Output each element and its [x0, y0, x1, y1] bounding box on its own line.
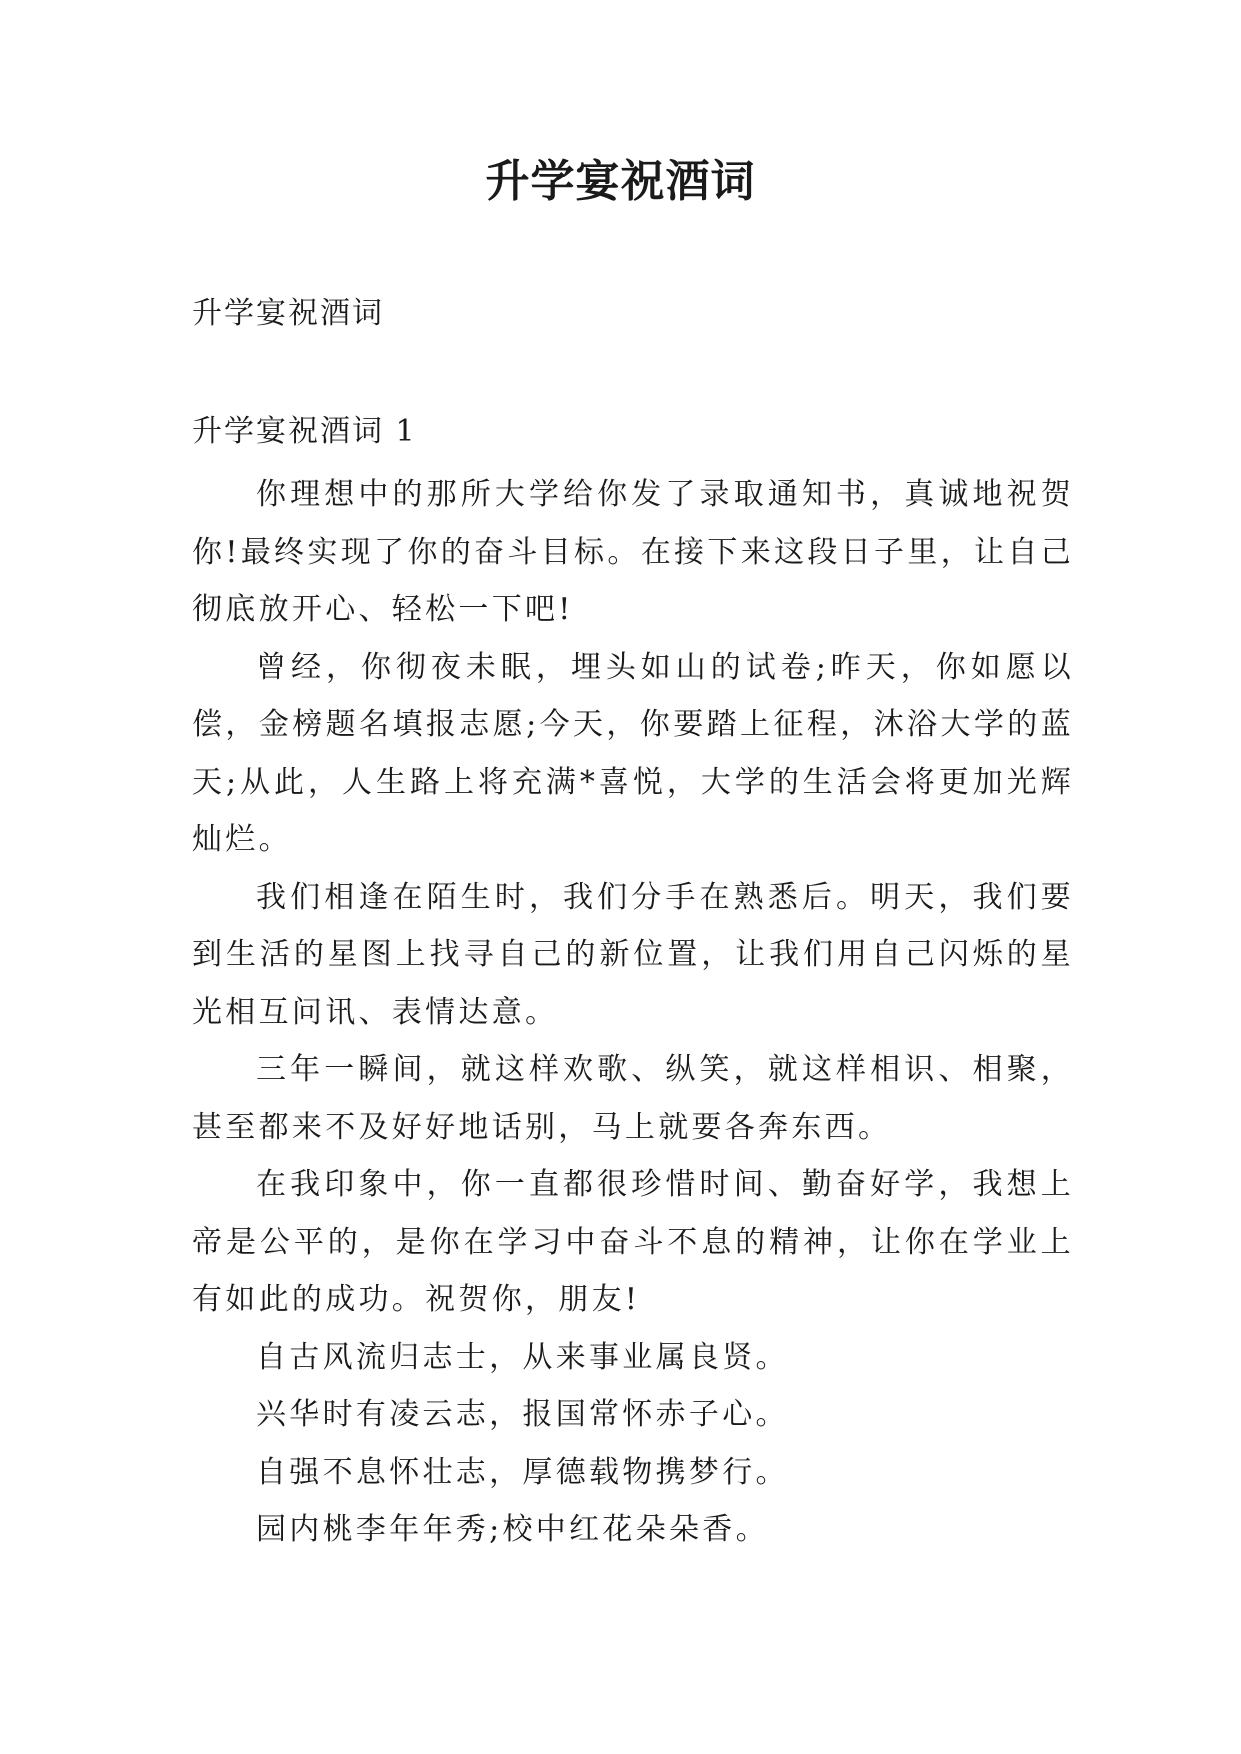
- poem-line: 自强不息怀壮志，厚德载物携梦行。: [256, 1454, 789, 1490]
- paragraph: 曾经，你彻夜未眠，埋头如山的试卷;昨天，你如愿以偿，金榜题名填报志愿;今天，你要踏上征程，沐浴大学的蓝天;从此，人生路上将充满*喜悦，大学的生活会将更加光辉灿烂。: [192, 649, 1074, 857]
- paragraph: 我们相逢在陌生时，我们分手在熟悉后。明天，我们要到生活的星图上找寻自己的新位置，让我们用自己闪烁的星光相互问讯、表情达意。: [192, 879, 1074, 1030]
- paragraph: 你理想中的那所大学给你发了录取通知书，真诚地祝贺你!最终实现了你的奋斗目标。在接下来这段日子里，让自己彻底放开心、轻松一下吧!: [192, 477, 1074, 627]
- section-heading: 升学宴祝酒词 1: [192, 414, 417, 449]
- paragraph: 三年一瞬间，就这样欢歌、纵笑，就这样相识、相聚，甚至都来不及好好地话别，马上就要各奔东西。: [192, 1052, 1074, 1145]
- document-subtitle: 升学宴祝酒词: [192, 296, 384, 331]
- document-title: 升学宴祝酒词: [485, 156, 756, 207]
- poem-line: 自古风流归志士，从来事业属良贤。: [256, 1339, 789, 1375]
- document-body: [192, 466, 1074, 1559]
- paragraph: 在我印象中，你一直都很珍惜时间、勤奋好学，我想上帝是公平的，是你在学习中奋斗不息的精神，让你在学业上有如此的成功。祝贺你，朋友!: [192, 1167, 1074, 1317]
- poem-line: 兴华时有凌云志，报国常怀赤子心。: [256, 1397, 789, 1432]
- poem-line: 园内桃李年年秀;校中红花朵朵香。: [256, 1512, 769, 1547]
